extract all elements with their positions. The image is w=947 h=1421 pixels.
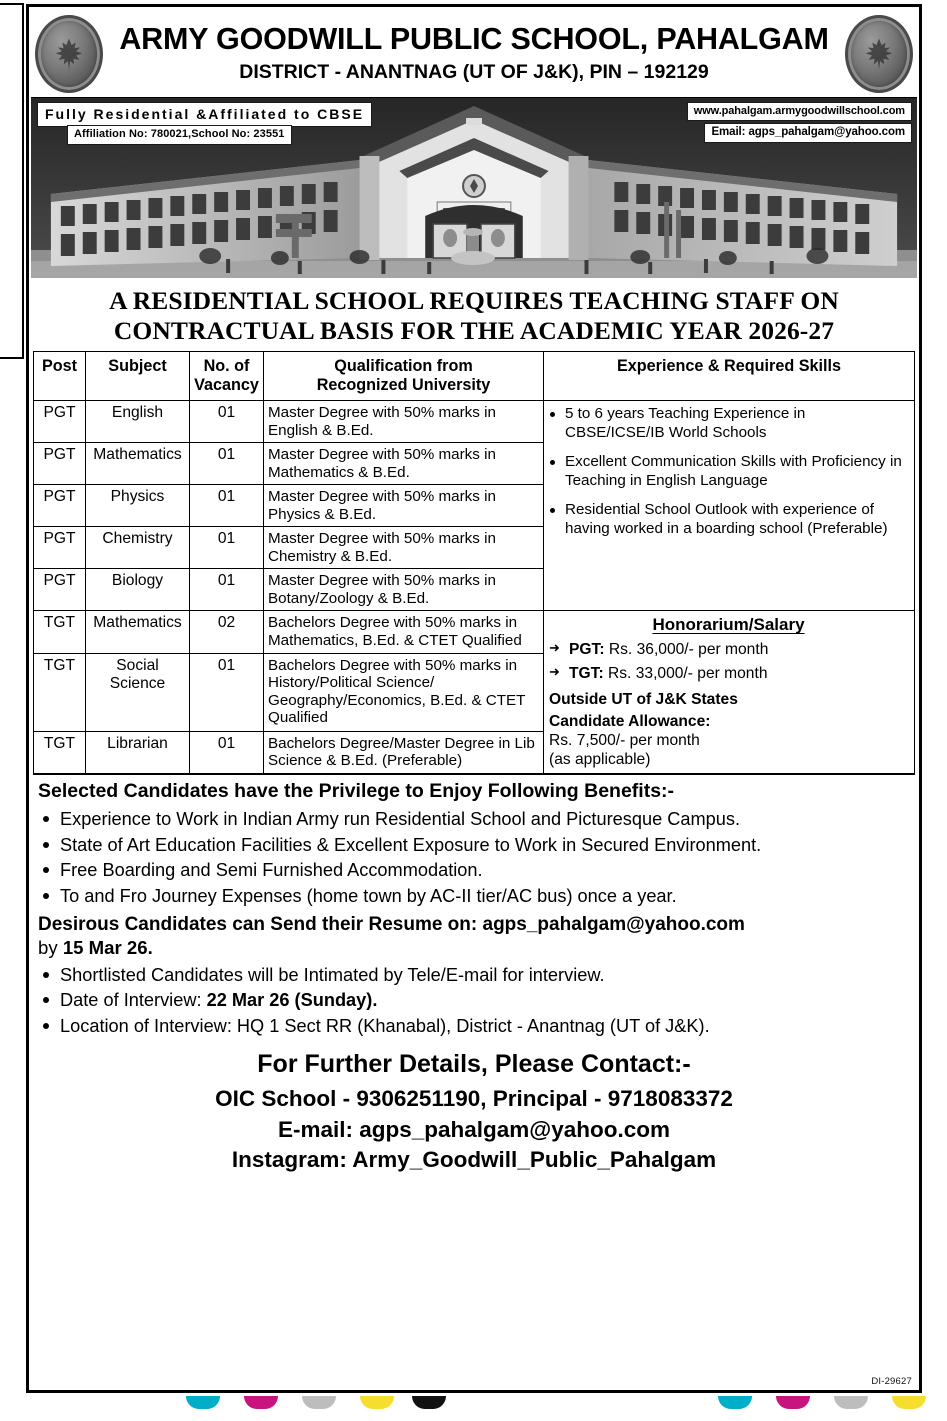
cell-qualification: Master Degree with 50% marks in Botany/Zoology & B.Ed. — [264, 569, 544, 611]
salary-pgt-value: Rs. 36,000/- per month — [608, 640, 769, 658]
deadline-line — [38, 936, 910, 960]
benefits-title: Selected Candidates have the Privilege to Enjoy Following Benefits:- — [38, 780, 675, 803]
cell-qualification: Master Degree with 50% marks in Physics & B.Ed. — [264, 485, 544, 527]
school-name: ARMY GOODWILL PUBLIC SCHOOL, PAHALGAM — [119, 21, 829, 56]
headline-line-2: CONTRACTUAL BASIS FOR THE ACADEMIC YEAR 2026-27 — [113, 315, 835, 345]
cell-post: TGT — [34, 611, 86, 654]
reg-dot-magenta-2 — [776, 1396, 810, 1409]
experience-item: Residential School Outlook with experience of having worked in a boarding school (Preferable) — [548, 501, 908, 539]
interview-date-prefix: Date of Interview: — [60, 990, 207, 1011]
cell-subject: English — [86, 401, 190, 443]
cell-qualification: Master Degree with 50% marks in Mathematics & B.Ed. — [264, 443, 544, 485]
cell-subject: Physics — [86, 485, 190, 527]
cell-vacancy: 01 — [190, 443, 264, 485]
contact-instagram[interactable]: Instagram: Army_Goodwill_Public_Pahalgam — [231, 1146, 717, 1172]
salary-title: Honorarium/Salary — [652, 615, 805, 635]
contact-email[interactable]: E-mail: agps_pahalgam@yahoo.com — [277, 1116, 671, 1142]
col-header-post: Post — [34, 352, 86, 401]
vacancy-table-wrapper — [29, 351, 919, 774]
col-header-qualification — [264, 352, 544, 401]
print-registration-marks — [0, 1396, 947, 1421]
job-advertisement — [26, 4, 922, 1393]
header-titles — [119, 21, 829, 84]
interview-list — [38, 963, 910, 1040]
cell-subject: Librarian — [86, 731, 190, 774]
reg-dot-yellow-2 — [892, 1396, 926, 1409]
salary-tgt-row — [549, 665, 908, 684]
cell-post: PGT — [34, 485, 86, 527]
shortlist-note: Shortlisted Candidates will be Intimated by Tele/E-mail for interview. — [38, 963, 910, 988]
benefit-item: State of Art Education Facilities & Excellent Exposure to Work in Secured Environment. — [38, 833, 910, 858]
cell-subject: Chemistry — [86, 527, 190, 569]
col-header-experience: Experience & Required Skills — [544, 352, 915, 401]
col-header-vacancy-l2: Vacancy — [194, 375, 259, 394]
salary-pgt-label: PGT: — [569, 640, 605, 658]
headline-line-1: A RESIDENTIAL SCHOOL REQUIRES TEACHING STAFF ON — [109, 286, 839, 315]
salary-tgt-label: TGT: — [569, 665, 604, 683]
reg-dot-gray — [302, 1396, 336, 1409]
salary-pgt-row — [549, 641, 908, 660]
cell-post: PGT — [34, 401, 86, 443]
col-header-vacancy-l1: No. of — [203, 357, 250, 376]
reg-dot-gray-2 — [834, 1396, 868, 1409]
cell-vacancy: 01 — [190, 401, 264, 443]
benefits-and-contact-section — [33, 774, 915, 1390]
experience-item: Excellent Communication Skills with Proficiency in Teaching in English Language — [548, 453, 908, 491]
col-header-vacancy — [190, 352, 264, 401]
experience-item: 5 to 6 years Teaching Experience in CBSE/ICSE/IB World Schools — [548, 405, 908, 443]
reg-dot-yellow — [360, 1396, 394, 1409]
cell-post: PGT — [34, 569, 86, 611]
website-tag[interactable]: www.pahalgam.armygoodwillschool.com — [687, 102, 912, 121]
outside-allowance-amount: Rs. 7,500/- per month — [549, 732, 700, 750]
cell-subject: Biology — [86, 569, 190, 611]
cell-qualification: Bachelors Degree with 50% marks in Mathematics, B.Ed. & CTET Qualified — [264, 611, 544, 654]
reg-dot-cyan-2 — [718, 1396, 752, 1409]
adjacent-ad-sliver — [0, 3, 24, 359]
cell-qualification: Master Degree with 50% marks in English & B.Ed. — [264, 401, 544, 443]
benefit-item: Experience to Work in Indian Army run Residential School and Picturesque Campus. — [38, 807, 910, 832]
benefits-list — [38, 807, 910, 910]
col-header-qualification-l2: Recognized University — [316, 375, 491, 394]
district-line: DISTRICT - ANANTNAG (UT OF J&K), PIN – 192129 — [239, 61, 709, 84]
outside-allowance-note: (as applicable) — [549, 751, 651, 769]
header — [29, 7, 919, 97]
cell-qualification: Master Degree with 50% marks in Chemistry & B.Ed. — [264, 527, 544, 569]
chinar-leaf-emblem-icon — [35, 15, 103, 93]
table-header-row — [34, 352, 915, 401]
chinar-leaf-emblem-icon-right — [845, 15, 913, 93]
outside-allowance-line-2: Candidate Allowance: — [549, 713, 711, 731]
resume-submission-line: Desirous Candidates can Send their Resume on: agps_pahalgam@yahoo.com — [38, 913, 745, 935]
cell-post: TGT — [34, 731, 86, 774]
interview-date-value: 22 Mar 26 (Sunday). — [206, 990, 378, 1011]
cell-post: TGT — [34, 653, 86, 731]
benefit-item: Free Boarding and Semi Furnished Accommodation. — [38, 858, 910, 883]
cell-subject: Social Science — [86, 653, 190, 731]
vacancy-table — [33, 351, 915, 774]
contact-heading: For Further Details, Please Contact:- — [257, 1049, 691, 1078]
affiliation-number-tag: Affiliation No: 780021,School No: 23551 — [67, 125, 292, 145]
reg-dot-black — [412, 1396, 446, 1409]
salary-tgt-value: Rs. 33,000/- per month — [608, 665, 768, 683]
email-tag[interactable]: Email: agps_pahalgam@yahoo.com — [704, 123, 912, 143]
reg-dot-magenta — [244, 1396, 278, 1409]
benefit-item: To and Fro Journey Expenses (home town by AC-II tier/AC bus) once a year. — [38, 884, 910, 909]
col-header-qualification-l1: Qualification from — [334, 357, 473, 376]
cell-qualification: Bachelors Degree/Master Degree in Lib Science & B.Ed. (Preferable) — [264, 731, 544, 774]
contact-phones[interactable]: OIC School - 9306251190, Principal - 9718083372 — [215, 1086, 733, 1112]
cell-vacancy: 02 — [190, 611, 264, 654]
cell-vacancy: 01 — [190, 731, 264, 774]
cell-vacancy: 01 — [190, 485, 264, 527]
di-number: DI-29627 — [871, 1376, 912, 1387]
contact-block — [38, 1049, 910, 1175]
cell-post: PGT — [34, 443, 86, 485]
col-header-subject: Subject — [86, 352, 190, 401]
deadline-date: 15 Mar 26. — [62, 937, 153, 959]
honorarium-salary-cell — [544, 611, 915, 774]
cell-vacancy: 01 — [190, 527, 264, 569]
experience-list — [548, 405, 908, 538]
interview-date-item — [38, 988, 910, 1013]
cbse-affiliation-tag: Fully Residential &Affiliated to CBSE — [37, 102, 372, 127]
advertisement-headline — [29, 278, 919, 351]
cell-subject: Mathematics — [86, 611, 190, 654]
table-row — [34, 611, 915, 654]
cell-subject: Mathematics — [86, 443, 190, 485]
interview-location-item: Location of Interview: HQ 1 Sect RR (Khanabal), District - Anantnag (UT of J&K). — [38, 1014, 910, 1039]
cell-post: PGT — [34, 527, 86, 569]
reg-dot-cyan — [186, 1396, 220, 1409]
cell-vacancy: 01 — [190, 653, 264, 731]
deadline-prefix: by — [38, 937, 63, 959]
experience-skills-cell — [544, 401, 915, 611]
outside-allowance-line-1: Outside UT of J&K States — [549, 691, 738, 709]
cell-qualification: Bachelors Degree with 50% marks in History/Political Science/ Geography/Economics, B.Ed. & CTET Qualified — [264, 653, 544, 731]
school-building-photo — [31, 97, 917, 278]
table-row — [34, 401, 915, 443]
cell-vacancy: 01 — [190, 569, 264, 611]
